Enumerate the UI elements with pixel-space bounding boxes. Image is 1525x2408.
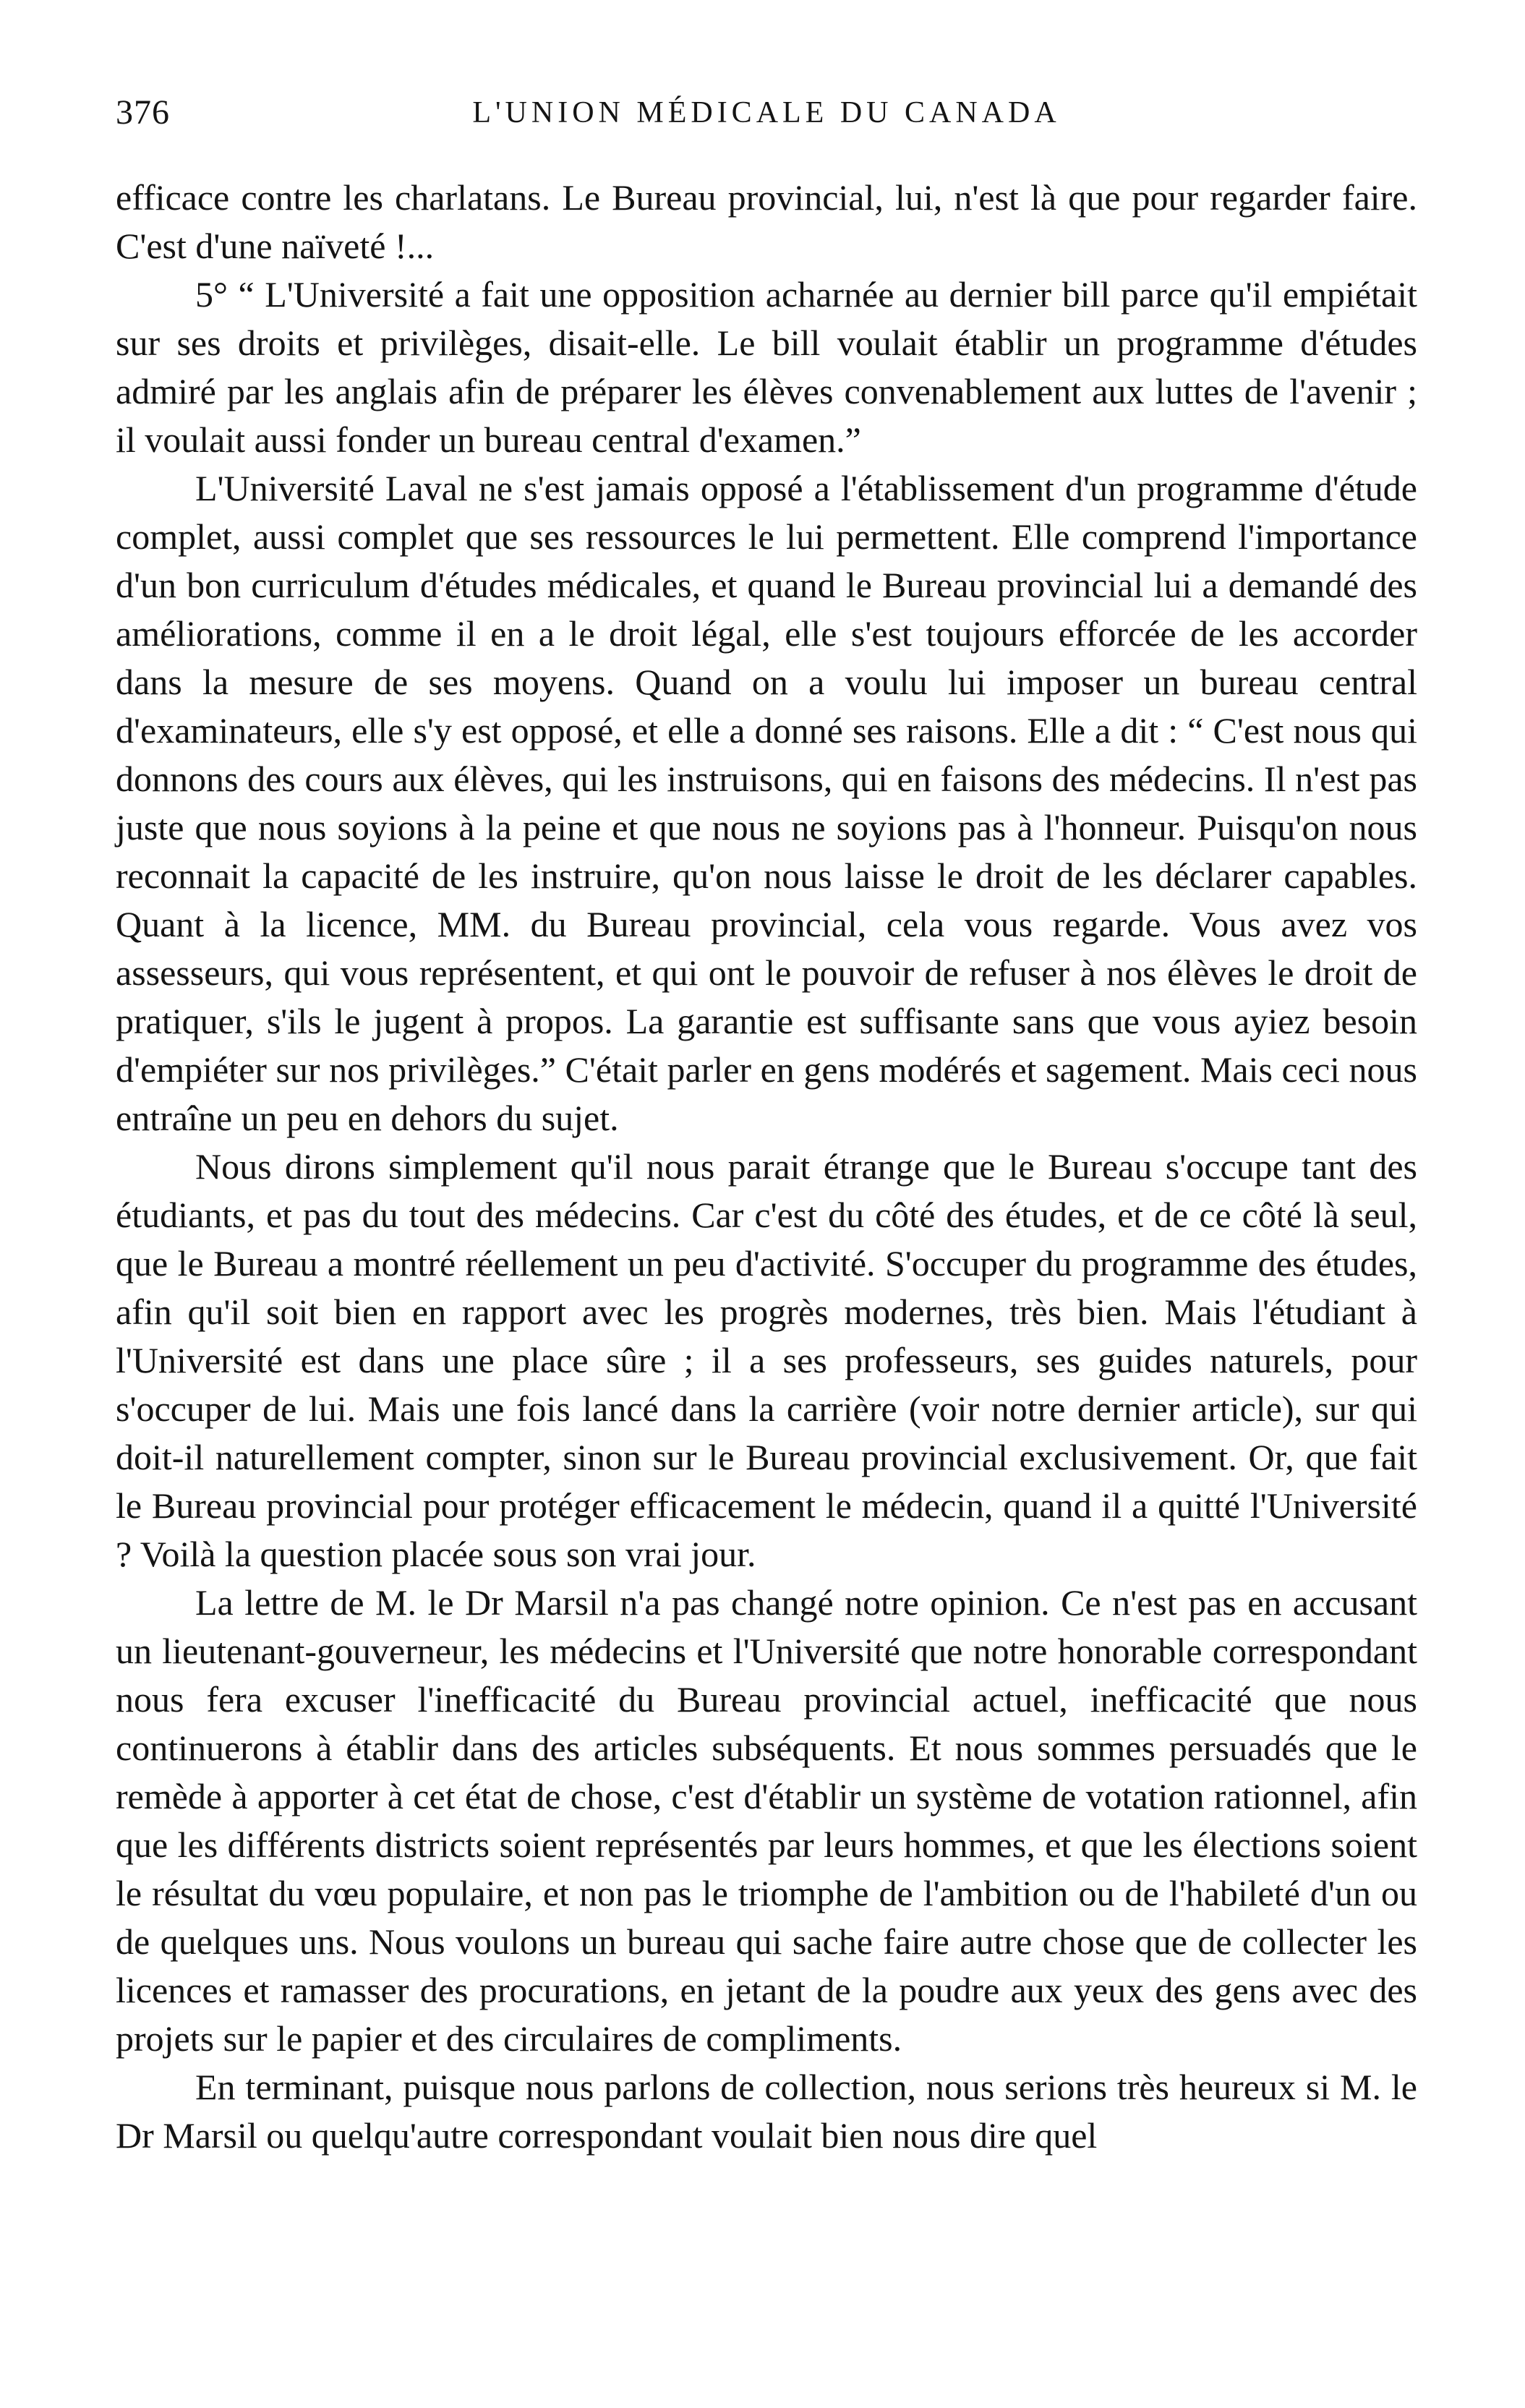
paragraph-conclusion: En terminant, puisque nous parlons de collection, nous serions très heureux si M. le Dr Marsil ou quelqu'autre correspondant voulait bien nous dire quel [116, 2067, 1417, 2156]
page-header [116, 93, 1417, 143]
body-text [116, 174, 1417, 2160]
paragraph-continued: efficace contre les charlatans. Le Bureau provincial, lui, n'est là que pour regarder faire. C'est d'une naïveté !... [116, 177, 1417, 266]
paragraph-marsil-letter: La lettre de M. le Dr Marsil n'a pas changé notre opinion. Ce n'est pas en accusant un lieutenant-gouverneur, les médecins et l'Université que notre honorable correspondant nous fera excuser l'inefficacité du Bureau provincial actuel, inefficacité que nous continuerons à établir dans des articles subséquents. Et nous sommes persuadés que le remède à apporter à cet état de chose, c'est d'établir un système de votation rationnel, afin que les différents districts soient représentés par leurs hommes, et que les élections soient le résultat du vœu populaire, et non pas le triomphe de l'ambition ou de l'habileté d'un ou de quelques uns. Nous voulons un bureau qui sache faire autre chose que de collecter les licences et ramasser des procurations, en jetant de la poudre aux yeux des gens avec des projets sur le papier et des circulaires de compliments. [116, 1582, 1417, 2059]
running-title: L'UNION MÉDICALE DU CANADA [472, 96, 1061, 129]
page-number: 376 [116, 93, 170, 132]
paragraph-quote-fifth-point: 5° “ L'Université a fait une opposition acharnée au dernier bill parce qu'il empiétait sur ses droits et privilèges, disait-elle. Le bill voulait établir un programme d'études admiré par les anglais afin de préparer les élèves convenablement aux luttes de l'avenir ; il voulait aussi fonder un bureau central d'examen.” [116, 274, 1417, 460]
paragraph-laval-response: L'Université Laval ne s'est jamais opposé a l'établissement d'un programme d'étude complet, aussi complet que ses ressources le lui permettent. Elle comprend l'importance d'un bon curriculum d'études médicales, et quand le Bureau provincial lui a demandé des améliorations, comme il en a le droit légal, elle s'est toujours efforcée de les accorder dans la mesure de ses moyens. Quand on a voulu lui imposer un bureau central d'examinateurs, elle s'y est opposé, et elle a donné ses raisons. Elle a dit : “ C'est nous qui donnons des cours aux élèves, qui les instruisons, qui en faisons des médecins. Il n'est pas juste que nous soyions à la peine et que nous ne soyions pas à l'honneur. Puisqu'on nous reconnait la capacité de les instruire, qu'on nous laisse le droit de les déclarer capables. Quant à la licence, MM. du Bureau provincial, cela vous regarde. Vous avez vos assesseurs, qui vous représentent, et qui ont le pouvoir de refuser à nos élèves le droit de pratiquer, s'ils le jugent à propos. La garantie est suffisante sans que vous ayiez besoin d'empiéter sur nos privilèges.” C'était parler en gens modérés et sagement. Mais ceci nous entraîne un peu en dehors du sujet. [116, 468, 1417, 1138]
paragraph-students-vs-doctors: Nous dirons simplement qu'il nous parait étrange que le Bureau s'occupe tant des étudiants, et pas du tout des médecins. Car c'est du côté des études, et de ce côté là seul, que le Bureau a montré réellement un peu d'activité. S'occuper du programme des études, afin qu'il soit bien en rapport avec les progrès modernes, très bien. Mais l'étudiant à l'Université est dans une place sûre ; il a ses professeurs, ses guides naturels, pour s'occuper de lui. Mais une fois lancé dans la carrière (voir notre dernier article), sur qui doit-il naturellement compter, sinon sur le Bureau provincial exclusivement. Or, que fait le Bureau provincial pour protéger efficacement le médecin, quand il a quitté l'Université ? Voilà la question placée sous son vrai jour. [116, 1146, 1417, 1574]
